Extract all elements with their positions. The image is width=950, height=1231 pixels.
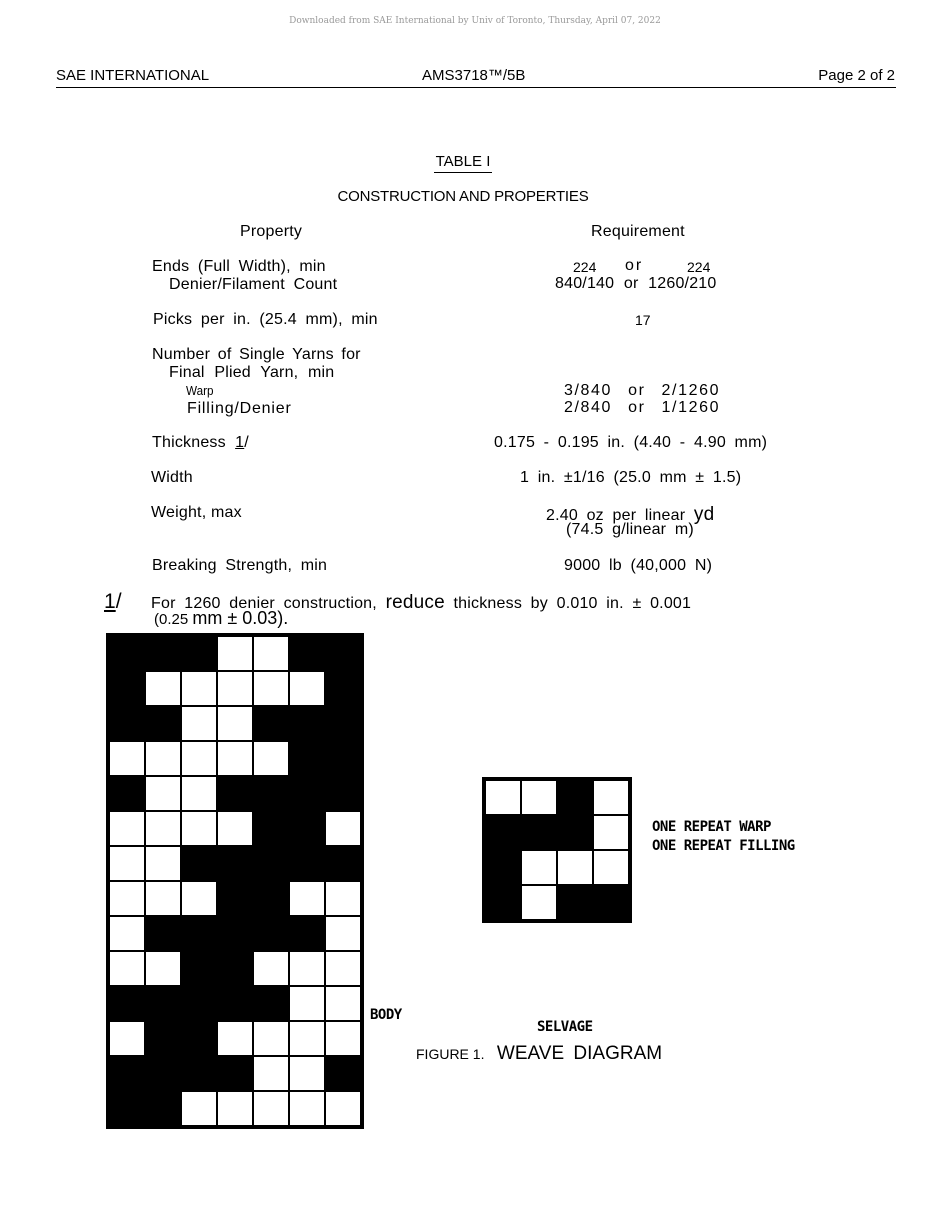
body-weave-cell-black <box>217 846 253 881</box>
body-weave-cell-black <box>289 776 325 811</box>
header-doc-number: AMS3718™/5B <box>422 67 526 84</box>
width-value: 1 in. ±1/16 (25.0 mm ± 1.5) <box>520 469 742 486</box>
body-weave-cell-white <box>253 1021 289 1056</box>
column-header-property: Property <box>240 223 303 240</box>
repeat-warp-label: ONE REPEAT WARP <box>652 819 771 835</box>
breaking-value: 9000 lb (40,000 N) <box>564 557 713 574</box>
body-weave-cell-white <box>289 671 325 706</box>
denier-label: Denier/Filament Count <box>169 276 338 293</box>
header-page-number: Page 2 of 2 <box>818 67 895 84</box>
body-weave-cell-black <box>325 671 361 706</box>
body-weave-cell-black <box>289 811 325 846</box>
warp-label: Warp <box>186 383 214 398</box>
body-weave-cell-black <box>289 636 325 671</box>
body-weave-cell-white <box>289 1056 325 1091</box>
selvage-label: SELVAGE <box>537 1019 593 1035</box>
body-weave-cell-white <box>325 881 361 916</box>
selvage-weave-cell-white <box>557 850 593 885</box>
body-weave-cell-black <box>145 1021 181 1056</box>
body-weave-cell-black <box>109 671 145 706</box>
selvage-weave-cell-white <box>593 815 629 850</box>
selvage-weave-cell-black <box>521 815 557 850</box>
figure-caption-number: FIGURE 1. <box>416 1046 485 1062</box>
ends-value-1: 224 <box>573 259 597 275</box>
body-weave-cell-white <box>217 1021 253 1056</box>
body-weave-cell-black <box>109 706 145 741</box>
body-weave-cell-white <box>109 951 145 986</box>
selvage-weave-cell-black <box>557 815 593 850</box>
selvage-weave-cell-black <box>593 885 629 920</box>
body-weave-cell-white <box>109 881 145 916</box>
filling-label: Filling/Denier <box>187 400 292 417</box>
body-weave-cell-white <box>145 811 181 846</box>
thickness-footnote-ref: 1 <box>235 434 245 451</box>
body-weave-cell-white <box>325 916 361 951</box>
body-weave-cell-white <box>181 1091 217 1126</box>
body-weave-cell-black <box>181 1021 217 1056</box>
width-label: Width <box>151 469 193 486</box>
body-weave-cell-white <box>145 881 181 916</box>
selvage-weave-cell-black <box>485 815 521 850</box>
body-weave-cell-black <box>109 636 145 671</box>
thickness-value: 0.175 - 0.195 in. (4.40 - 4.90 mm) <box>494 434 768 451</box>
selvage-weave-cell-black <box>485 850 521 885</box>
body-weave-cell-black <box>325 1056 361 1091</box>
footnote-line2: (0.25 mm ± 0.03). <box>154 608 289 628</box>
body-weave-cell-black <box>289 706 325 741</box>
body-weave-cell-black <box>253 811 289 846</box>
yarns-label-line2: Final Plied Yarn, min <box>169 364 335 381</box>
body-weave-cell-white <box>289 1091 325 1126</box>
body-weave-cell-black <box>145 1056 181 1091</box>
body-weave-cell-white <box>181 741 217 776</box>
body-weave-cell-white <box>289 1021 325 1056</box>
selvage-weave-cell-white <box>593 850 629 885</box>
ends-value-2: 224 <box>687 259 711 275</box>
body-weave-cell-white <box>181 811 217 846</box>
selvage-weave-cell-white <box>485 780 521 815</box>
body-weave-cell-black <box>109 1056 145 1091</box>
selvage-weave-grid <box>482 777 632 923</box>
body-weave-cell-black <box>145 916 181 951</box>
body-weave-cell-white <box>325 1021 361 1056</box>
body-weave-cell-white <box>217 636 253 671</box>
body-weave-cell-black <box>109 776 145 811</box>
body-weave-cell-white <box>145 741 181 776</box>
body-weave-cell-black <box>217 776 253 811</box>
body-weave-cell-black <box>181 986 217 1021</box>
body-weave-cell-black <box>253 706 289 741</box>
footnote-marker: 1/ <box>104 590 122 613</box>
body-weave-cell-black <box>145 636 181 671</box>
body-weave-cell-white <box>325 951 361 986</box>
body-weave-cell-white <box>217 1091 253 1126</box>
weight-label: Weight, max <box>151 504 242 521</box>
body-weave-cell-black <box>181 951 217 986</box>
body-weave-cell-black <box>145 706 181 741</box>
selvage-weave-cell-black <box>557 885 593 920</box>
body-weave-cell-black <box>253 776 289 811</box>
warp-value: 3/840 or 2/1260 <box>564 382 721 399</box>
body-weave-cell-black <box>253 986 289 1021</box>
body-weave-cell-black <box>253 916 289 951</box>
body-weave-cell-white <box>325 986 361 1021</box>
body-weave-cell-black <box>325 776 361 811</box>
ends-value-or: or <box>625 257 644 274</box>
body-weave-cell-black <box>325 636 361 671</box>
selvage-weave-cell-white <box>521 885 557 920</box>
selvage-weave-cell-white <box>521 850 557 885</box>
footnote-line1: For 1260 denier construction, reduce thickness by 0.010 in. ± 0.001 <box>151 592 692 613</box>
denier-value: 840/140 or 1260/210 <box>555 275 717 292</box>
repeat-filling-label: ONE REPEAT FILLING <box>652 838 795 854</box>
body-weave-cell-white <box>253 1056 289 1091</box>
body-weave-cell-white <box>109 1021 145 1056</box>
body-weave-cell-black <box>289 846 325 881</box>
figure-caption-text: WEAVE DIAGRAM <box>496 1043 663 1064</box>
table-title: TABLE I <box>0 153 926 170</box>
yarns-label-line1: Number of Single Yarns for <box>152 346 361 363</box>
body-weave-cell-white <box>325 811 361 846</box>
body-weave-cell-white <box>253 741 289 776</box>
body-weave-cell-black <box>145 1091 181 1126</box>
header-publisher: SAE INTERNATIONAL <box>56 67 210 84</box>
body-weave-cell-white <box>145 951 181 986</box>
weight-value-line1: 2.40 oz per linear yd <box>546 504 715 525</box>
table-subtitle: CONSTRUCTION AND PROPERTIES <box>337 188 589 205</box>
column-header-requirement: Requirement <box>591 223 685 240</box>
body-weave-cell-white <box>253 1091 289 1126</box>
body-weave-cell-black <box>217 951 253 986</box>
picks-label: Picks per in. (25.4 mm), min <box>153 311 378 328</box>
header-rule <box>56 87 896 88</box>
body-weave-cell-white <box>109 811 145 846</box>
body-weave-cell-white <box>145 776 181 811</box>
body-weave-cell-white <box>217 741 253 776</box>
body-weave-cell-black <box>217 916 253 951</box>
picks-value: 17 <box>635 312 651 328</box>
body-weave-cell-black <box>217 881 253 916</box>
body-weave-cell-black <box>289 741 325 776</box>
body-weave-cell-white <box>289 881 325 916</box>
body-weave-cell-white <box>253 951 289 986</box>
body-weave-cell-black <box>109 986 145 1021</box>
body-weave-cell-white <box>217 671 253 706</box>
thickness-label: Thickness 1/ <box>152 434 249 451</box>
body-weave-cell-white <box>253 671 289 706</box>
filling-value: 2/840 or 1/1260 <box>564 399 721 416</box>
body-weave-cell-black <box>325 706 361 741</box>
body-weave-cell-white <box>289 951 325 986</box>
body-weave-cell-white <box>217 706 253 741</box>
body-weave-cell-black <box>253 846 289 881</box>
weight-unit: yd <box>693 504 715 525</box>
body-weave-cell-black <box>181 1056 217 1091</box>
body-weave-cell-black <box>217 986 253 1021</box>
body-weave-cell-white <box>145 846 181 881</box>
body-weave-cell-white <box>109 741 145 776</box>
body-weave-cell-black <box>325 846 361 881</box>
body-label: BODY <box>370 1007 402 1023</box>
body-weave-cell-white <box>181 776 217 811</box>
breaking-label: Breaking Strength, min <box>152 557 328 574</box>
body-weave-cell-white <box>109 846 145 881</box>
download-watermark: Downloaded from SAE International by Univ of Toronto, Thursday, April 07, 2022 <box>289 16 661 26</box>
ends-label: Ends (Full Width), min <box>152 258 326 275</box>
body-weave-cell-black <box>109 1091 145 1126</box>
body-weave-cell-black <box>253 881 289 916</box>
selvage-weave-cell-black <box>557 780 593 815</box>
body-weave-cell-black <box>181 846 217 881</box>
body-weave-cell-white <box>181 881 217 916</box>
body-weave-cell-white <box>253 636 289 671</box>
weight-value-line2: (74.5 g/linear m) <box>566 521 694 538</box>
selvage-weave-cell-white <box>521 780 557 815</box>
body-weave-cell-black <box>289 916 325 951</box>
selvage-weave-cell-white <box>593 780 629 815</box>
body-weave-cell-black <box>145 986 181 1021</box>
body-weave-cell-white <box>109 916 145 951</box>
body-weave-cell-black <box>181 916 217 951</box>
body-weave-cell-white <box>181 706 217 741</box>
body-weave-cell-white <box>145 671 181 706</box>
body-weave-cell-black <box>217 1056 253 1091</box>
body-weave-grid <box>106 633 364 1129</box>
body-weave-cell-white <box>325 1091 361 1126</box>
body-weave-cell-white <box>181 671 217 706</box>
body-weave-cell-white <box>217 811 253 846</box>
body-weave-cell-black <box>181 636 217 671</box>
figure-caption <box>416 1043 662 1065</box>
body-weave-cell-black <box>325 741 361 776</box>
selvage-weave-cell-black <box>485 885 521 920</box>
body-weave-cell-white <box>289 986 325 1021</box>
